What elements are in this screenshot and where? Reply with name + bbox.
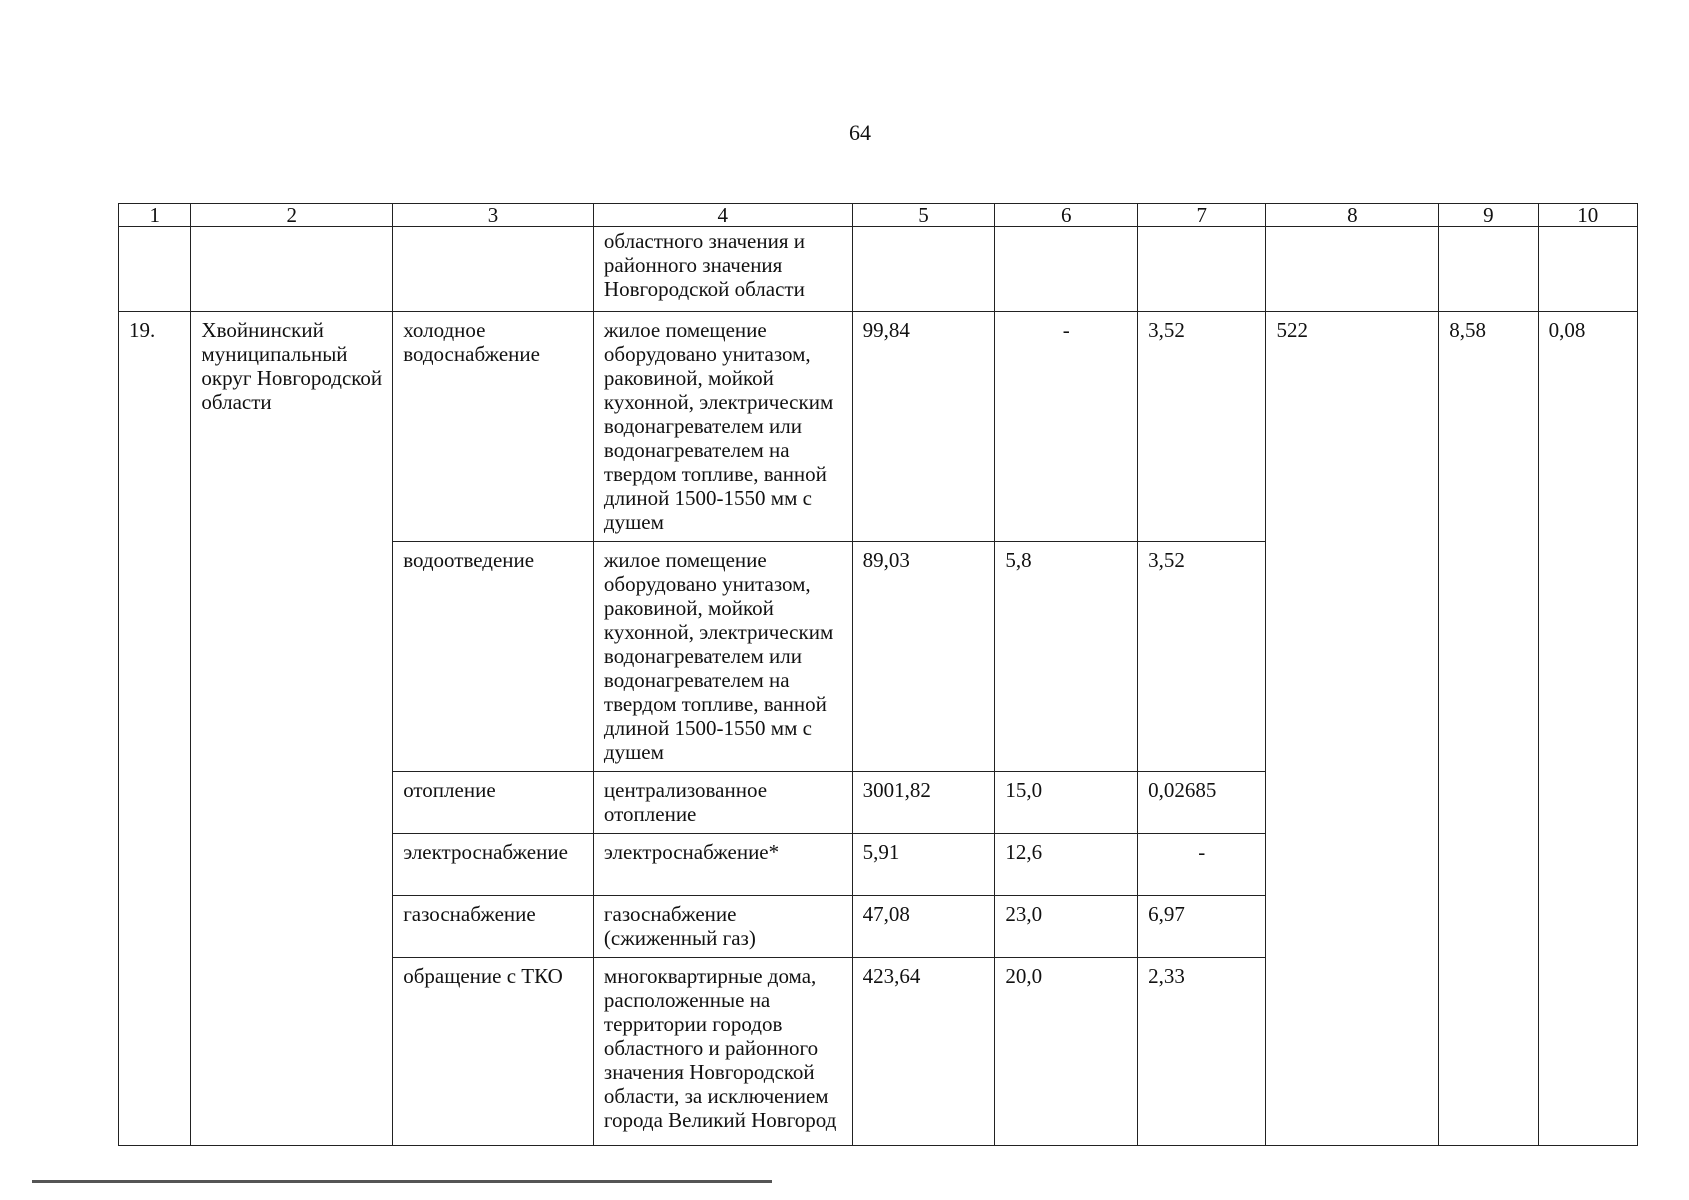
value-cell: 5,91 — [852, 834, 995, 896]
value-cell: - — [1138, 834, 1266, 896]
value-cell: - — [995, 312, 1138, 542]
service-cell: обращение с ТКО — [393, 958, 594, 1146]
table-row — [119, 312, 1638, 542]
service-cell: водоотведение — [393, 542, 594, 772]
value-cell: 3,52 — [1138, 542, 1266, 772]
value-cell: 12,6 — [995, 834, 1138, 896]
empty-cell — [1439, 227, 1538, 312]
value-cell: 8,58 — [1439, 312, 1538, 1146]
value-cell: 0,08 — [1538, 312, 1637, 1146]
value-cell: 47,08 — [852, 896, 995, 958]
empty-cell — [852, 227, 995, 312]
description-cell: газоснабжение (сжиженный газ) — [593, 896, 852, 958]
municipality-cell: Хвойнинский муниципальный округ Новгородской области — [191, 312, 393, 1146]
entry-number: 19. — [119, 312, 191, 1146]
page-number: 64 — [849, 120, 871, 145]
description-cell: централизованное отопление — [593, 772, 852, 834]
value-cell: 20,0 — [995, 958, 1138, 1146]
value-cell: 5,8 — [995, 542, 1138, 772]
value-cell: 6,97 — [1138, 896, 1266, 958]
column-number: 10 — [1538, 204, 1637, 227]
value-cell: 0,02685 — [1138, 772, 1266, 834]
empty-cell — [1266, 227, 1439, 312]
column-number: 2 — [191, 204, 393, 227]
description-cell: жилое помещение оборудовано унитазом, раковиной, мойкой кухонной, электрическим водонагревателем или водонагревателем на твердом топливе, ванной длиной 1500-1550 мм с душем — [593, 542, 852, 772]
column-number: 6 — [995, 204, 1138, 227]
empty-cell — [393, 227, 594, 312]
service-cell: электроснабжение — [393, 834, 594, 896]
column-number: 1 — [119, 204, 191, 227]
value-cell: 89,03 — [852, 542, 995, 772]
service-cell: холодное водоснабжение — [393, 312, 594, 542]
value-cell: 23,0 — [995, 896, 1138, 958]
value-cell: 3,52 — [1138, 312, 1266, 542]
value-cell: 423,64 — [852, 958, 995, 1146]
column-number-row — [119, 204, 1638, 227]
service-cell: отопление — [393, 772, 594, 834]
column-number: 5 — [852, 204, 995, 227]
empty-cell — [191, 227, 393, 312]
column-number: 8 — [1266, 204, 1439, 227]
description-cell: электроснабжение* — [593, 834, 852, 896]
value-cell: 522 — [1266, 312, 1439, 1146]
service-cell: газоснабжение — [393, 896, 594, 958]
value-cell: 2,33 — [1138, 958, 1266, 1146]
description-cell: многоквартирные дома, расположенные на территории городов областного и районного значения Новгородской области, за исключением города Великий Новгород — [593, 958, 852, 1146]
value-cell: 3001,82 — [852, 772, 995, 834]
column-number: 4 — [593, 204, 852, 227]
empty-cell — [995, 227, 1138, 312]
tariff-table — [118, 203, 1638, 1146]
empty-cell — [119, 227, 191, 312]
column-number: 7 — [1138, 204, 1266, 227]
empty-cell — [1538, 227, 1637, 312]
description-cell: жилое помещение оборудовано унитазом, раковиной, мойкой кухонной, электрическим водонагревателем или водонагревателем на твердом топливе, ванной длиной 1500-1550 мм с душем — [593, 312, 852, 542]
continuation-row — [119, 227, 1638, 312]
value-cell: 15,0 — [995, 772, 1138, 834]
empty-cell — [1138, 227, 1266, 312]
value-cell: 99,84 — [852, 312, 995, 542]
bottom-divider — [32, 1180, 772, 1183]
description-cell: областного значения и районного значения Новгородской области — [593, 227, 852, 312]
column-number: 9 — [1439, 204, 1538, 227]
column-number: 3 — [393, 204, 594, 227]
